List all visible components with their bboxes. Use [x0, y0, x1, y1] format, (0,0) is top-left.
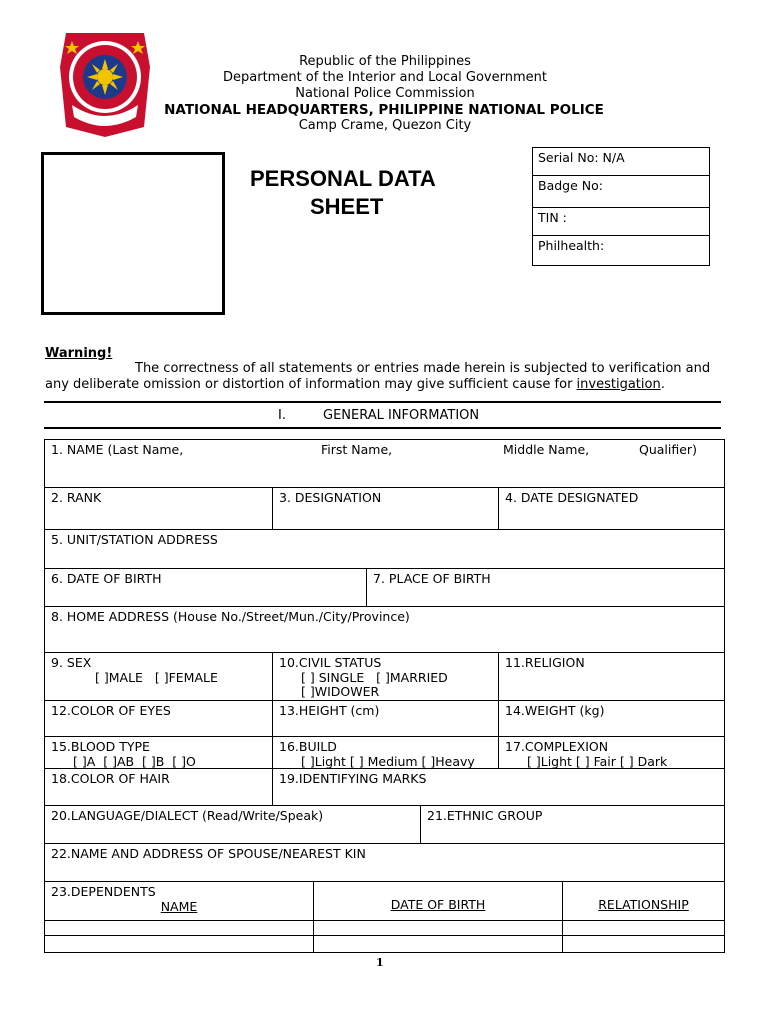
warning-text	[45, 361, 725, 393]
badge-no-field[interactable]: Badge No:	[533, 176, 710, 208]
general-info-form	[44, 439, 725, 953]
philhealth-field[interactable]: Philhealth:	[533, 236, 710, 266]
row-language	[45, 805, 724, 844]
dep-name-header: NAME	[160, 899, 198, 914]
hair-color-field[interactable]: 18.COLOR OF HAIR	[51, 771, 170, 786]
designation-field[interactable]: 3. DESIGNATION	[272, 488, 498, 530]
section-number: I.	[278, 408, 286, 423]
rank-field[interactable]: 2. RANK	[51, 490, 102, 505]
row-hair	[45, 768, 724, 806]
civil-status-field[interactable]	[272, 653, 498, 701]
name-last-label: 1. NAME (Last Name,	[51, 442, 184, 457]
warning-link: investigation	[576, 377, 661, 392]
photo-box[interactable]	[41, 152, 225, 315]
warning-end: .	[660, 377, 665, 392]
header-department: Department of the Interior and Local Government	[223, 70, 547, 85]
id-box	[532, 147, 710, 266]
civil-status-options-2[interactable]: [ ]WIDOWER	[301, 684, 380, 699]
blood-type-field[interactable]	[45, 737, 272, 769]
civil-status-label: 10.CIVIL STATUS	[279, 655, 382, 670]
dependents-label: 23.DEPENDENTS	[51, 884, 156, 899]
date-of-birth-field[interactable]: 6. DATE OF BIRTH	[51, 571, 162, 586]
build-options[interactable]: [ ]Light [ ] Medium [ ]Heavy	[301, 754, 475, 769]
dependents-rel-header	[562, 882, 724, 921]
title-line1: PERSONAL DATA	[250, 166, 436, 191]
tin-field[interactable]: TIN :	[533, 208, 710, 236]
complexion-label: 17.COMPLEXION	[505, 739, 609, 754]
header-location: Camp Crame, Quezon City	[298, 118, 472, 133]
ethnic-group-field[interactable]: 21.ETHNIC GROUP	[420, 806, 724, 844]
blood-type-label: 15.BLOOD TYPE	[51, 739, 150, 754]
dep-name-cell[interactable]	[45, 936, 313, 953]
date-designated-field[interactable]: 4. DATE DESIGNATED	[498, 488, 724, 530]
section-heading	[278, 408, 479, 423]
height-field[interactable]: 13.HEIGHT (cm)	[272, 701, 498, 737]
sex-field[interactable]	[45, 653, 272, 701]
warning-body: The correctness of all statements or entries made herein is subjected to verification and any deliberate omission or distortion of information may give sufficient cause for	[45, 361, 711, 392]
dep-dob-header: DATE OF BIRTH	[390, 897, 486, 912]
weight-field[interactable]: 14.WEIGHT (kg)	[498, 701, 724, 737]
civil-status-options-1[interactable]: [ ] SINGLE [ ]MARRIED	[301, 670, 448, 685]
row-blood	[45, 736, 724, 769]
row-dependents	[45, 881, 724, 921]
page-number: 1	[376, 956, 384, 969]
build-label: 16.BUILD	[279, 739, 337, 754]
religion-field[interactable]: 11.RELIGION	[498, 653, 724, 701]
dep-dob-cell[interactable]	[313, 936, 562, 953]
home-address-field[interactable]: 8. HOME ADDRESS (House No./Street/Mun./City/Province)	[51, 609, 410, 624]
page-title	[250, 165, 500, 221]
name-qualifier-label: Qualifier)	[639, 442, 697, 457]
table-row	[45, 935, 724, 953]
serial-no-field[interactable]: Serial No: N/A	[533, 148, 710, 176]
section-title: GENERAL INFORMATION	[323, 408, 480, 423]
dep-rel-cell[interactable]	[562, 936, 724, 953]
header-hq: NATIONAL HEADQUARTERS, PHILIPPINE NATIONAL POLICE	[164, 102, 604, 118]
section-rule-top	[44, 401, 721, 403]
dependents-name-header	[45, 882, 313, 921]
language-field[interactable]: 20.LANGUAGE/DIALECT (Read/Write/Speak)	[51, 808, 324, 823]
row-name	[45, 440, 724, 487]
header-republic: Republic of the Philippines	[299, 54, 471, 69]
warning-heading: Warning!	[45, 346, 113, 361]
table-row	[45, 920, 724, 936]
row-home	[45, 606, 724, 653]
section-rule-bottom	[44, 427, 721, 429]
row-rank	[45, 487, 724, 530]
name-field[interactable]	[45, 440, 724, 487]
dep-dob-cell[interactable]	[313, 921, 562, 936]
unit-address-field[interactable]: 5. UNIT/STATION ADDRESS	[51, 532, 218, 547]
header-commission: National Police Commission	[295, 86, 475, 101]
place-of-birth-field[interactable]: 7. PLACE OF BIRTH	[366, 569, 724, 607]
row-birth	[45, 568, 724, 607]
dep-rel-header: RELATIONSHIP	[598, 897, 689, 912]
row-sex	[45, 652, 724, 701]
sex-label: 9. SEX	[51, 655, 92, 670]
name-first-label: First Name,	[321, 442, 393, 457]
complexion-field[interactable]	[498, 737, 724, 769]
eye-color-field[interactable]: 12.COLOR OF EYES	[51, 703, 171, 718]
name-middle-label: Middle Name,	[503, 442, 590, 457]
dep-rel-cell[interactable]	[562, 921, 724, 936]
row-spouse	[45, 843, 724, 882]
build-field[interactable]	[272, 737, 498, 769]
spouse-kin-field[interactable]: 22.NAME AND ADDRESS OF SPOUSE/NEAREST KIN	[51, 846, 366, 861]
pnp-logo	[58, 27, 152, 139]
blood-type-options[interactable]: [ ]A [ ]AB [ ]B [ ]O	[73, 754, 196, 769]
dep-name-cell[interactable]	[45, 921, 313, 936]
sex-options[interactable]: [ ]MALE [ ]FEMALE	[95, 670, 218, 685]
complexion-options[interactable]: [ ]Light [ ] Fair [ ] Dark	[527, 754, 668, 769]
row-eyes	[45, 700, 724, 737]
title-line2: SHEET	[310, 194, 384, 219]
dependents-dob-header	[313, 882, 562, 921]
identifying-marks-field[interactable]: 19.IDENTIFYING MARKS	[272, 769, 724, 806]
row-unit	[45, 529, 724, 569]
